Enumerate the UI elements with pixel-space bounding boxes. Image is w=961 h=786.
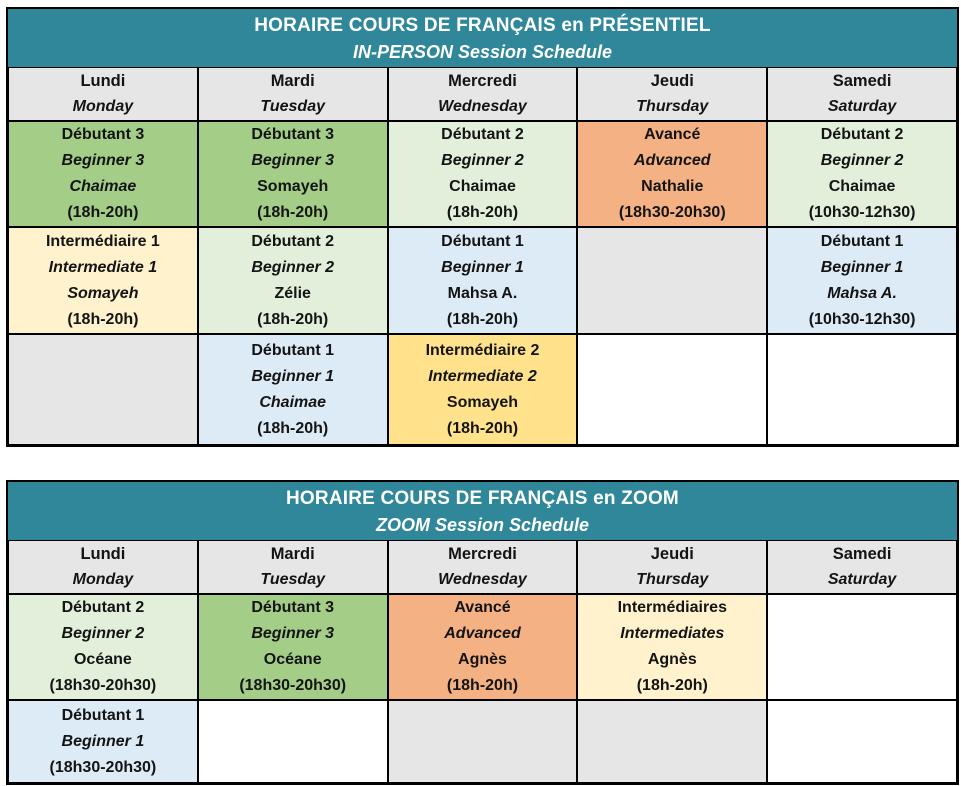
time-slot: (18h-20h) [257, 419, 329, 437]
class-level-english: Beginner 2 [820, 152, 904, 169]
class-level-french: Avancé [644, 126, 701, 143]
schedule-grid [8, 67, 957, 445]
day-name-french: Samedi [832, 72, 892, 90]
schedule-row [8, 700, 957, 783]
time-slot: (18h-20h) [446, 677, 519, 694]
teacher-name: Chaimae [69, 178, 137, 195]
teacher-name: Somayeh [446, 393, 519, 411]
schedule-row [8, 227, 957, 334]
time-slot: (18h30-20h30) [49, 677, 157, 694]
day-header-jeudi [577, 67, 767, 121]
teacher-name: Chaimae [828, 178, 896, 195]
teacher-name: Chaimae [259, 393, 327, 411]
day-name-english: Thursday [636, 571, 709, 588]
time-slot: (18h30-20h30) [49, 758, 157, 776]
class-level-french: Débutant 1 [441, 232, 524, 250]
teacher-name: Zélie [274, 284, 311, 302]
table-header [8, 482, 957, 540]
teacher-name: Chaimae [449, 178, 516, 195]
time-slot: (18h-20h) [446, 310, 519, 328]
class-level-french: Débutant 2 [251, 232, 335, 250]
day-name-french: Jeudi [650, 72, 694, 90]
class-level-french: Intermédiaire 2 [425, 341, 540, 359]
class-level-french: Débutant 2 [61, 599, 145, 616]
day-name-french: Lundi [80, 545, 126, 563]
empty-cell [577, 700, 767, 783]
class-cell [198, 227, 388, 334]
teacher-name: Océane [73, 651, 132, 668]
class-level-french: Débutant 1 [820, 232, 904, 250]
day-name-english: Thursday [636, 98, 709, 115]
table-title-english: ZOOM Session Schedule [375, 515, 590, 535]
teacher-name: Somayeh [67, 284, 139, 302]
day-name-english: Monday [72, 571, 134, 588]
time-slot: (18h-20h) [257, 310, 329, 328]
class-level-french: Débutant 3 [251, 126, 335, 143]
table-title-french: HORAIRE COURS DE FRANÇAIS en PRÉSENTIEL [254, 15, 711, 36]
class-cell [8, 227, 198, 334]
day-name-french: Mardi [270, 545, 315, 563]
empty-cell [198, 700, 388, 783]
time-slot: (18h-20h) [257, 204, 329, 221]
class-cell [8, 594, 198, 700]
day-header-row [8, 67, 957, 121]
day-header-jeudi [577, 540, 767, 594]
day-header-samedi [767, 67, 957, 121]
day-name-english: Wednesday [438, 571, 527, 588]
class-level-english: Advanced [634, 152, 711, 169]
day-name-english: Wednesday [438, 98, 527, 115]
in-person-schedule-table [6, 7, 959, 447]
class-level-french: Intermédiaire 1 [45, 232, 160, 250]
time-slot: (18h30-20h30) [239, 677, 347, 694]
class-cell [767, 227, 957, 334]
day-name-french: Lundi [80, 72, 126, 90]
day-name-english: Saturday [827, 98, 897, 115]
class-level-english: Beginner 2 [441, 152, 524, 169]
schedule-grid [8, 540, 957, 783]
class-level-english: Beginner 1 [251, 367, 335, 385]
class-level-english: Beginner 1 [441, 258, 524, 276]
day-name-french: Mercredi [448, 545, 517, 563]
class-cell [388, 334, 578, 445]
time-slot: (18h-20h) [67, 310, 139, 328]
class-level-english: Intermediate 1 [48, 258, 158, 276]
day-name-french: Mardi [270, 72, 315, 90]
day-header-row [8, 540, 957, 594]
teacher-name: Mahsa A. [447, 284, 518, 302]
class-cell [388, 227, 578, 334]
class-level-french: Avancé [454, 599, 511, 616]
time-slot: (10h30-12h30) [808, 310, 916, 328]
class-level-english: Beginner 2 [251, 258, 335, 276]
empty-cell [8, 334, 198, 445]
class-level-french: Débutant 1 [251, 341, 335, 359]
class-cell [388, 121, 578, 227]
table-title-french: HORAIRE COURS DE FRANÇAIS en ZOOM [286, 488, 679, 509]
day-name-english: Saturday [827, 571, 897, 588]
class-level-english: Beginner 1 [61, 732, 145, 750]
class-level-english: Intermediate 2 [428, 367, 537, 385]
empty-cell [767, 594, 957, 700]
teacher-name: Nathalie [641, 178, 704, 195]
time-slot: (18h-20h) [446, 204, 519, 221]
class-level-french: Débutant 1 [61, 706, 145, 724]
class-level-english: Intermediates [620, 625, 725, 642]
class-level-french: Débutant 2 [820, 126, 904, 143]
schedule-row [8, 334, 957, 445]
teacher-name: Agnès [647, 651, 697, 668]
class-cell [198, 594, 388, 700]
class-level-french: Débutant 3 [251, 599, 335, 616]
empty-cell [767, 700, 957, 783]
class-level-french: Débutant 3 [61, 126, 145, 143]
day-header-mercredi [388, 540, 578, 594]
class-level-english: Beginner 3 [251, 625, 335, 642]
class-cell [198, 121, 388, 227]
day-header-lundi [8, 67, 198, 121]
class-level-english: Beginner 2 [61, 625, 145, 642]
class-level-english: Beginner 3 [61, 152, 145, 169]
schedule-row [8, 121, 957, 227]
day-header-lundi [8, 540, 198, 594]
day-header-mardi [198, 67, 388, 121]
day-name-english: Tuesday [260, 571, 325, 588]
time-slot: (18h30-20h30) [618, 204, 726, 221]
class-level-english: Advanced [444, 625, 521, 642]
class-level-english: Beginner 3 [251, 152, 335, 169]
day-name-french: Mercredi [448, 72, 517, 90]
day-header-samedi [767, 540, 957, 594]
class-cell [577, 121, 767, 227]
time-slot: (18h-20h) [67, 204, 139, 221]
empty-cell [767, 334, 957, 445]
day-name-english: Tuesday [260, 98, 325, 115]
class-level-french: Intermédiaires [617, 599, 727, 616]
teacher-name: Agnès [458, 651, 507, 668]
zoom-schedule-table [6, 480, 959, 785]
time-slot: (10h30-12h30) [808, 204, 916, 221]
empty-cell [577, 227, 767, 334]
teacher-name: Somayeh [257, 178, 329, 195]
class-cell [8, 121, 198, 227]
class-cell [767, 121, 957, 227]
table-title-english: IN-PERSON Session Schedule [352, 42, 613, 62]
class-cell [198, 334, 388, 445]
day-header-mercredi [388, 67, 578, 121]
class-cell [8, 700, 198, 783]
class-cell [577, 594, 767, 700]
schedule-row [8, 594, 957, 700]
day-name-french: Samedi [832, 545, 892, 563]
class-cell [388, 594, 578, 700]
teacher-name: Océane [263, 651, 322, 668]
class-level-french: Débutant 2 [441, 126, 524, 143]
empty-cell [577, 334, 767, 445]
day-name-french: Jeudi [650, 545, 694, 563]
class-level-english: Beginner 1 [820, 258, 904, 276]
day-name-english: Monday [72, 98, 134, 115]
empty-cell [388, 700, 578, 783]
time-slot: (18h-20h) [636, 677, 708, 694]
day-header-mardi [198, 540, 388, 594]
teacher-name: Mahsa A. [827, 284, 897, 302]
table-header [8, 9, 957, 67]
time-slot: (18h-20h) [446, 419, 519, 437]
